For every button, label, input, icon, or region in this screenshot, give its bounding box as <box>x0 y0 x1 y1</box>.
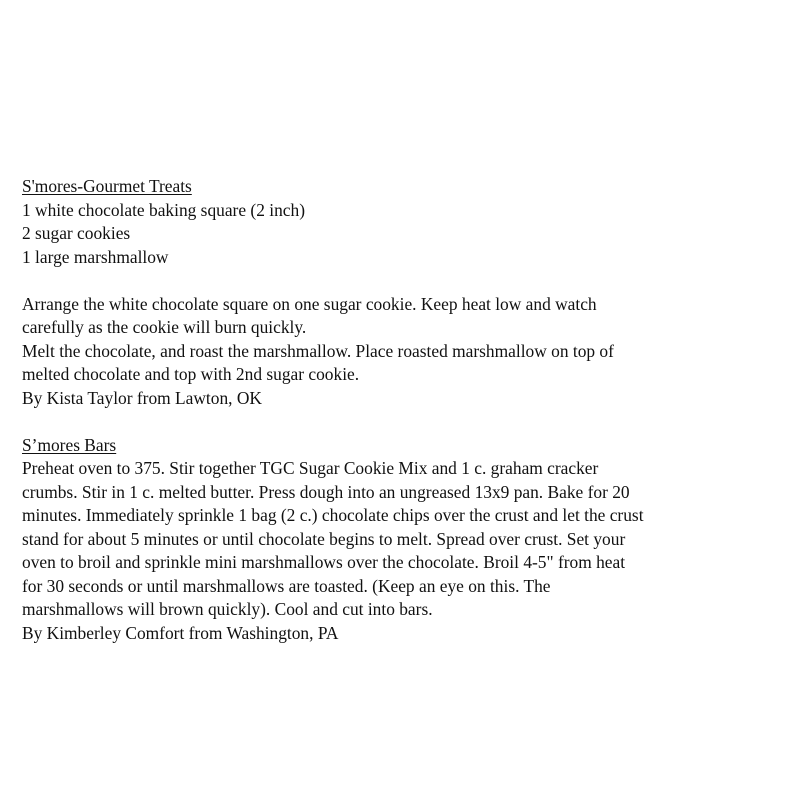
instruction-line: marshmallows will brown quickly). Cool and cut into bars. <box>22 599 433 619</box>
recipe-author: By Kista Taylor from Lawton, OK <box>22 387 262 408</box>
instruction-line: melted chocolate and top with 2nd sugar cookie. <box>22 364 360 384</box>
recipe-title: S’mores Bars <box>22 434 117 455</box>
ingredient-line: 1 white chocolate baking square (2 inch) <box>22 199 305 220</box>
instruction-line: oven to broil and sprinkle mini marshmallows over the chocolate. Broil 4-5" from heat <box>22 552 626 572</box>
ingredient-line: 1 large marshmallow <box>22 246 169 267</box>
ingredient-line: 2 sugar cookies <box>22 223 131 243</box>
instruction-line: for 30 seconds or until marshmallows are toasted. (Keep an eye on this. The <box>22 575 551 596</box>
recipe-author: By Kimberley Comfort from Washington, PA <box>22 622 339 643</box>
paragraph-gap <box>22 269 782 293</box>
instruction-line: Preheat oven to 375. Stir together TGC Sugar Cookie Mix and 1 c. graham cracker <box>22 458 599 478</box>
paragraph-gap <box>22 410 782 434</box>
instruction-line: crumbs. Stir in 1 c. melted butter. Press dough into an ungreased 13x9 pan. Bake for 20 <box>22 481 630 502</box>
recipe-document <box>22 175 782 645</box>
instruction-line: Melt the chocolate, and roast the marshmallow. Place roasted marshmallow on top of <box>22 340 614 361</box>
recipe-title: S'mores-Gourmet Treats <box>22 176 192 196</box>
recipe-smores-bars <box>22 434 782 646</box>
recipe-smores-gourmet-treats <box>22 175 782 410</box>
instruction-line: Arrange the white chocolate square on one sugar cookie. Keep heat low and watch <box>22 293 597 314</box>
instruction-line: carefully as the cookie will burn quickly. <box>22 317 307 337</box>
instruction-line: stand for about 5 minutes or until chocolate begins to melt. Spread over crust. Set your <box>22 528 626 549</box>
instruction-line: minutes. Immediately sprinkle 1 bag (2 c.) chocolate chips over the crust and let the crust <box>22 505 644 525</box>
